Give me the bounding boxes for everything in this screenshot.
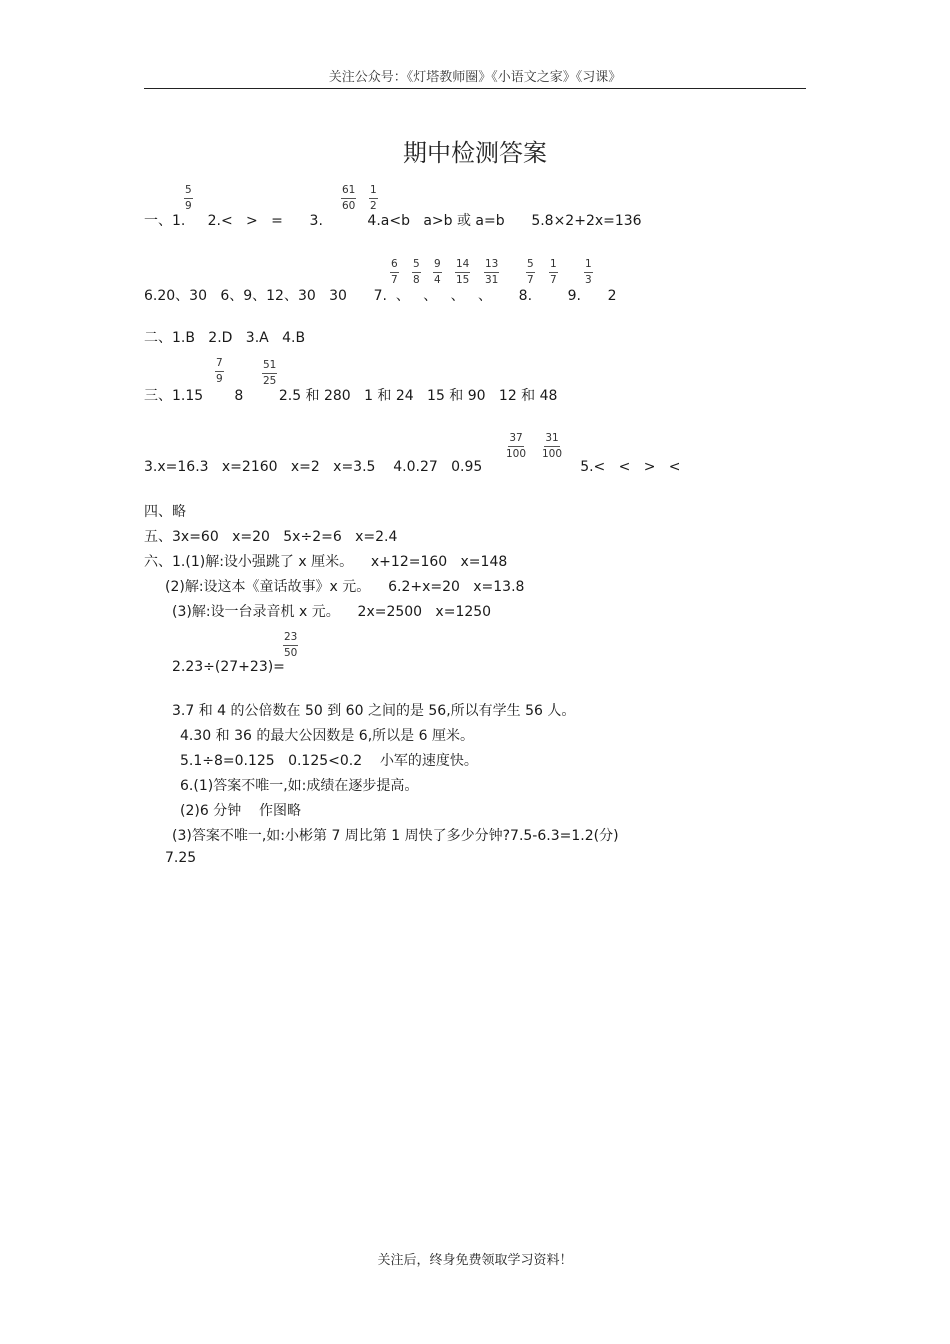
fraction-51-25: $\frac{51}{25}$	[263, 359, 277, 387]
answer-line-7: 五、3x=60 x=20 5x÷2=6 x=2.4	[144, 529, 398, 545]
fraction-9-4: $\frac{9}{4}$	[434, 258, 441, 286]
fraction-14-15: $\frac{14}{15}$	[456, 258, 470, 286]
answer-line-13: 4.30 和 36 的最大公因数是 6,所以是 6 厘米。	[180, 728, 474, 744]
fraction-5-9: $\frac{5}{9}$	[185, 184, 192, 212]
answer-line-11: 2.23÷(27+23)=	[172, 659, 285, 675]
fraction-1-7: $\frac{1}{7}$	[550, 258, 557, 286]
page-header: 关注公众号：《灯塔教师圈》《小语文之家》《习课》	[144, 66, 806, 89]
answer-line-15: 6.(1)答案不唯一,如:成绩在逐步提高。	[180, 778, 419, 794]
answer-line-5: 3.x=16.3 x=2160 x=2 x=3.5 4.0.27 0.95 5.< < > <	[144, 459, 681, 475]
fraction-1-2: $\frac{1}{2}$	[370, 184, 377, 212]
fraction-13-31: $\frac{13}{31}$	[485, 258, 499, 286]
fraction-61-60: $\frac{61}{60}$	[342, 184, 356, 212]
answer-line-1: 一、1. 2.< > = 3. 4.a<b a>b 或 a=b 5.8×2+2x=136	[144, 213, 642, 229]
answer-line-2: 6.20、30 6、9、12、30 30 7. 、 、 、 、 8. 9. 2	[144, 288, 617, 304]
answer-line-14: 5.1÷8=0.125 0.125<0.2 小军的速度快。	[180, 753, 478, 769]
fraction-6-7: $\frac{6}{7}$	[391, 258, 398, 286]
answer-line-10: (3)解:设一台录音机 x 元。 2x=2500 x=1250	[172, 604, 492, 620]
answer-line-18: 7.25	[165, 850, 197, 866]
fraction-37-100: $\frac{37}{100}$	[506, 432, 527, 460]
answer-line-9: (2)解:设这本《童话故事》x 元。 6.2+x=20 x=13.8	[165, 579, 525, 595]
answer-line-3: 二、1.B 2.D 3.A 4.B	[144, 330, 306, 346]
answer-line-17: (3)答案不唯一,如:小彬第 7 周比第 1 周快了多少分钟?7.5-6.3=1.2(分)	[172, 828, 619, 844]
answer-line-16: (2)6 分钟 作图略	[180, 803, 301, 819]
fraction-1-3: $\frac{1}{3}$	[585, 258, 592, 286]
fraction-7-9: $\frac{7}{9}$	[216, 357, 223, 385]
fraction-31-100: $\frac{31}{100}$	[542, 432, 563, 460]
answer-line-6: 四、略	[144, 504, 186, 520]
answer-line-12: 3.7 和 4 的公倍数在 50 到 60 之间的是 56,所以有学生 56 人。	[172, 703, 576, 719]
answer-line-8: 六、1.(1)解:设小强跳了 x 厘米。 x+12=160 x=148	[144, 554, 508, 570]
answer-line-4: 三、1.15 8 2.5 和 280 1 和 24 15 和 90 12 和 48	[144, 388, 558, 404]
fraction-5-7: $\frac{5}{7}$	[527, 258, 534, 286]
page-title: 期中检测答案	[403, 139, 547, 167]
fraction-23-50: $\frac{23}{50}$	[284, 631, 298, 659]
fraction-5-8: $\frac{5}{8}$	[413, 258, 420, 286]
page-footer: 关注后，终身免费领取学习资料！	[377, 1253, 573, 1268]
